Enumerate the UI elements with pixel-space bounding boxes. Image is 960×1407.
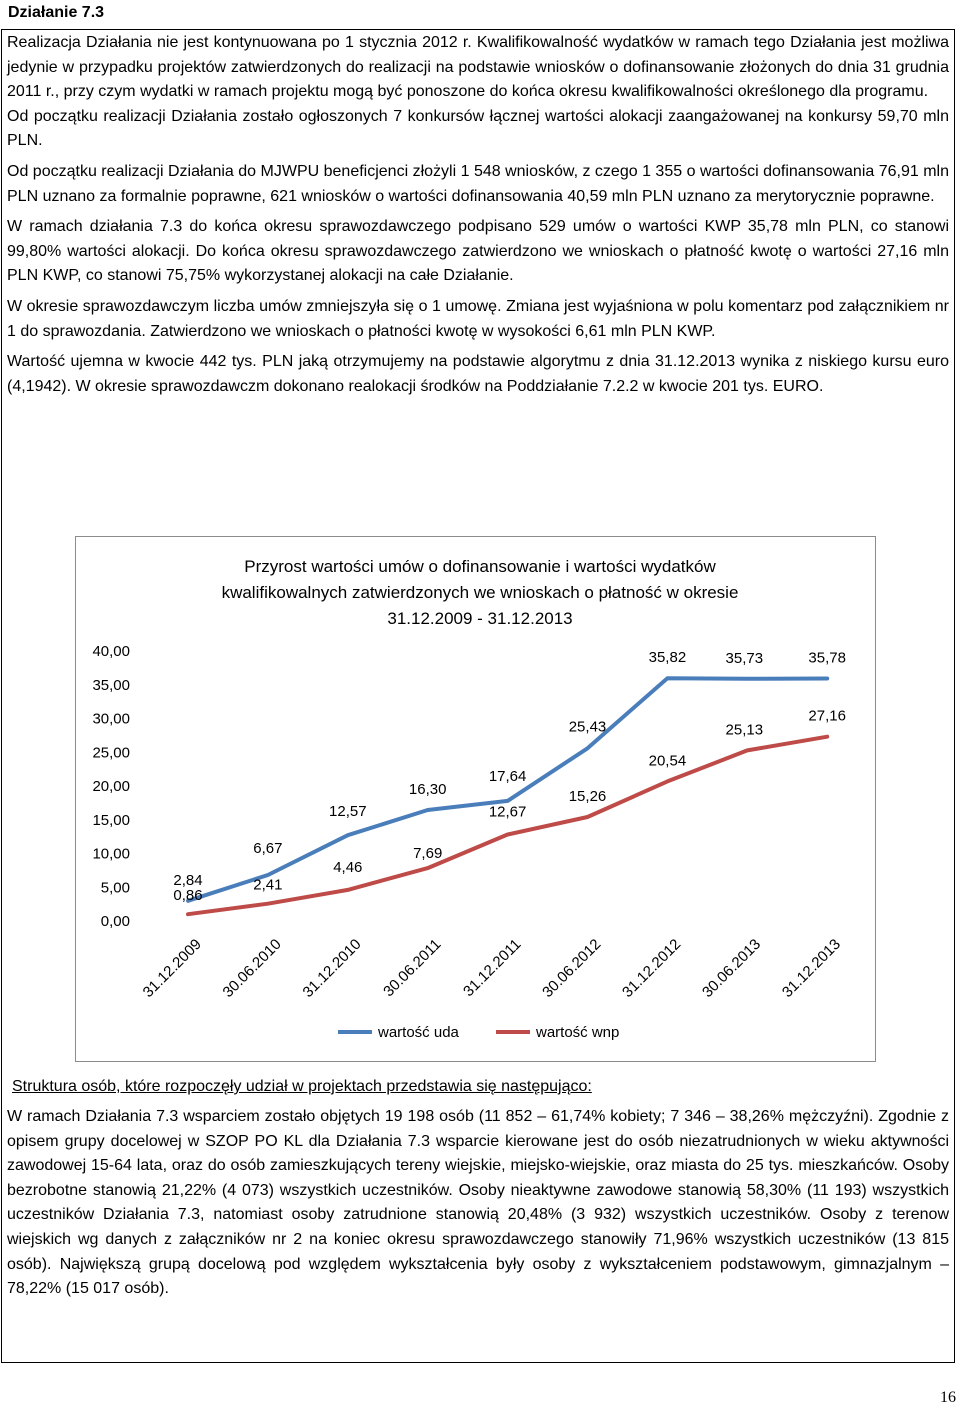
y-tick-label: 0,00 [100,913,130,930]
data-label-wnp: 27,16 [808,707,846,725]
data-labels [173,649,846,904]
x-tick-label: 30.06.2011 [380,935,445,1001]
y-tick-label: 15,00 [92,811,130,829]
x-axis [140,936,844,1001]
paragraph-1: Realizacja Działania nie jest kontynuowana po 1 stycznia 2012 r. Kwalifikowalność wydatków w ramach tego Działania jest możliwa jedynie w przypadku projektów zatwierdzonych do realizacji na podstawie wniosków o dofinansowanie złożonych do dnia 31 grudnia 2011 r., przy czym wydatki w ramach projektu mogą być ponoszone do końca okresu kwalifikowalności określonego dla programu. [7,34,949,101]
series-lines [188,678,827,914]
top-text-block [7,31,949,405]
data-label-wnp: 15,26 [568,787,607,805]
x-tick-label: 31.12.2010 [299,935,365,1001]
paragraph-3: Od początku realizacji Działania do MJWPU beneficjenci złożyli 1 548 wniosków, z czego 1 355 o wartości dofinansowania 76,91 mln PLN uznano za formalnie poprawne, 621 wniosków o wartości dofinansowania 40,59 mln PLN uznano za merytorycznie poprawne. [7,162,949,205]
y-tick-label: 30,00 [92,710,130,728]
section-heading: Działanie 7.3 [8,4,105,21]
chart-title-line-1: Przyrost wartości umów o dofinansowanie i wartości wydatków [244,557,716,576]
data-label-uda: 6,67 [253,839,283,857]
paragraph-structure: W ramach Działania 7.3 wsparciem zostało objętych 19 198 osób (11 852 – 61,74% kobiety; 7 346 – 38,26% mężczyźni). Zgodnie z opisem grupy docelowej w SZOP PO KL dla Działania 7.3 wsparcie kierowane jest do osób niezatrudnionych w wieku aktywności zawodowej 15-64 lata, oraz do osób zamieszkujących tereny wiejskie, miejsko-wiejskie, oraz miasta do 25 tys. mieszkańców. Osoby bezrobotne stanowią 21,22% (4 073) wszystkich uczestników. Osoby nieaktywne zawodowe stanowią 58,30% (11 193) wszystkich uczestników Działania 7.3, natomiast osoby zatrudnione stanowią 20,48% (3 932) wszystkich uczestników. Osoby z terenow wiejskich wg danych z załączników nr 2 na koniec okresu sprawozdawczego stanowiły 71,96% wszystkich uczestników (13 815 osób). Największą grupą docelową pod względem wykształcenia były osoby z wykształceniem podstawowym, gimnazjalnym – 78,22% (15 017 osób). [7,1108,949,1298]
x-tick-label: 30.06.2012 [539,935,605,1001]
data-label-wnp: 20,54 [648,752,687,770]
chart-title-line-3: 31.12.2009 - 31.12.2013 [387,609,573,628]
chart-title-line-2: kwalifikowalnych zatwierdzonych we wnioskach o płatność w okresie [221,583,739,602]
page-number: 16 [940,1389,956,1406]
data-label-wnp: 25,13 [725,721,764,739]
data-label-uda: 35,78 [808,649,846,667]
data-label-wnp: 0,86 [173,887,203,905]
chart-legend [338,1024,619,1041]
line-chart [75,536,876,1062]
data-label-uda: 17,64 [488,767,527,785]
chart-title [222,557,739,628]
data-label-wnp: 2,41 [253,876,283,894]
paragraph-2: Od początku realizacji Działania zostało ogłoszonych 7 konkursów łącznej wartości alokacji zaangażowanej na konkursy 59,70 mln PLN. [7,107,949,150]
y-axis [92,643,130,930]
data-label-uda: 35,82 [648,649,687,667]
x-tick-label: 31.12.2013 [778,935,845,1001]
bottom-text-block [7,1105,949,1308]
legend-label: wartość uda [378,1024,459,1041]
data-label-wnp: 12,67 [488,803,527,821]
structure-heading: Struktura osób, które rozpoczęły udział w projektach przedstawia się następująco: [12,1078,592,1095]
x-tick-label: 31.12.2012 [619,935,685,1001]
x-tick-label: 30.06.2010 [219,935,285,1001]
x-tick-label: 31.12.2009 [139,935,205,1001]
data-label-wnp: 7,69 [413,845,443,863]
series-line-uda [188,678,827,901]
y-tick-label: 25,00 [92,744,130,762]
chart-svg [76,537,875,1061]
series-line-wnp [188,737,827,915]
data-label-wnp: 4,46 [333,858,363,876]
paragraph-4: W ramach działania 7.3 do końca okresu sprawozdawczego podpisano 529 umów o wartości KWP 35,78 mln PLN, co stanowi 99,80% wartości alokacji. Do końca okresu sprawozdawczego zatwierdzono we wnioskach o płatność kwotę o wartości 27,16 mln PLN KWP, co stanowi 75,75% wykorzystanej alokacji na całe Działanie. [7,218,949,285]
paragraph-5: W okresie sprawozdawczym liczba umów zmniejszyła się o 1 umowę. Zmiana jest wyjaśniona w polu komentarz pod załącznikiem nr 1 do sprawozdania. Zatwierdzono we wnioskach o płatności kwotę w wysokości 6,61 mln PLN KWP. [7,297,949,340]
y-tick-label: 10,00 [92,845,130,863]
data-label-uda: 25,43 [568,718,607,736]
y-tick-label: 20,00 [92,778,130,795]
paragraph-6: Wartość ujemna w kwocie 442 tys. PLN jaką otrzymujemy na podstawie algorytmu z dnia 31.12.2013 wynika z niskiego kursu euro (4,1942). W okresie sprawozdawczm dokonano realokacji środków na Poddziałanie 7.2.2 w kwocie 201 tys. EURO. [7,353,949,395]
data-label-uda: 12,57 [329,803,367,821]
y-tick-label: 35,00 [92,676,130,694]
x-tick-label: 30.06.2013 [699,935,765,1001]
data-label-uda: 16,30 [408,780,447,798]
legend-label: wartość wnp [536,1024,620,1041]
data-label-uda: 35,73 [725,649,764,667]
x-tick-label: 31.12.2011 [460,935,525,1001]
y-tick-label: 5,00 [100,879,130,897]
y-tick-label: 40,00 [92,643,130,660]
data-label-uda: 2,84 [173,871,203,889]
